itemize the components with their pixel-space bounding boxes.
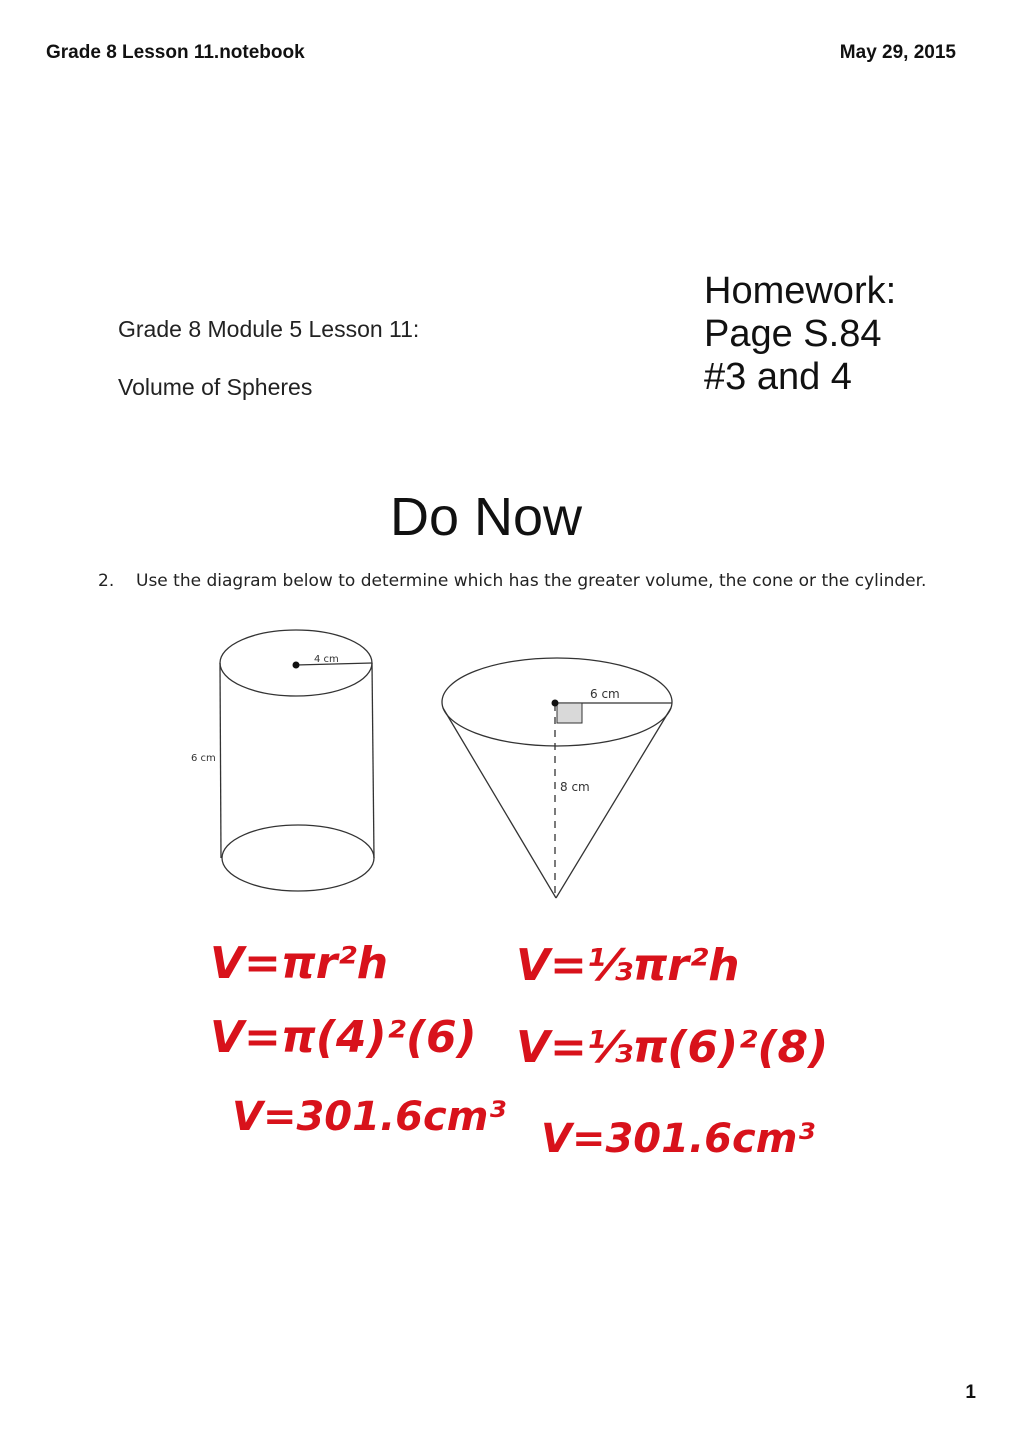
cylinder-substitution: V=π(4)²(6) xyxy=(210,1012,477,1063)
notebook-file-name: Grade 8 Lesson 11.notebook xyxy=(46,42,305,63)
cone-figure xyxy=(442,658,672,898)
cylinder-volume-result: V=301.6cm³ xyxy=(232,1094,506,1140)
cone-center-dot xyxy=(552,700,559,707)
cylinder-bottom-ellipse xyxy=(222,825,374,891)
cylinder-radius-label: 4 cm xyxy=(314,654,339,665)
cylinder-figure xyxy=(220,630,374,891)
lesson-title-line1: Grade 8 Module 5 Lesson 11: xyxy=(118,316,420,342)
geometry-diagram xyxy=(0,600,1024,910)
cone-right-angle-marker xyxy=(557,703,582,723)
cone-left-side xyxy=(443,708,556,898)
homework-line2: Page S.84 xyxy=(704,313,882,355)
homework-note xyxy=(704,270,896,399)
cone-formula: V=⅓πr²h xyxy=(516,940,740,991)
page-number: 1 xyxy=(965,1382,976,1403)
lesson-title xyxy=(118,286,419,431)
question-prompt xyxy=(98,571,926,591)
cone-right-side xyxy=(556,708,671,898)
cylinder-center-dot xyxy=(293,662,300,669)
question-text: Use the diagram below to determine which has the greater volume, the cone or the cylinder. xyxy=(136,571,927,591)
cone-radius-label: 6 cm xyxy=(590,687,620,701)
handwritten-solution xyxy=(0,900,1024,1180)
homework-line3: #3 and 4 xyxy=(704,356,852,398)
cylinder-left-side xyxy=(220,663,221,858)
cylinder-right-side xyxy=(372,663,374,858)
cone-substitution: V=⅓π(6)²(8) xyxy=(516,1022,829,1073)
do-now-heading: Do Now xyxy=(389,487,583,547)
page-date: May 29, 2015 xyxy=(839,42,956,63)
question-number: 2. xyxy=(98,571,115,591)
cylinder-height-label: 6 cm xyxy=(191,753,216,764)
homework-line1: Homework: xyxy=(704,270,897,312)
lesson-title-line2: Volume of Spheres xyxy=(118,374,313,400)
cone-height-label: 8 cm xyxy=(560,780,590,794)
cone-volume-result: V=301.6cm³ xyxy=(541,1116,815,1162)
cylinder-formula: V=πr²h xyxy=(210,938,389,989)
